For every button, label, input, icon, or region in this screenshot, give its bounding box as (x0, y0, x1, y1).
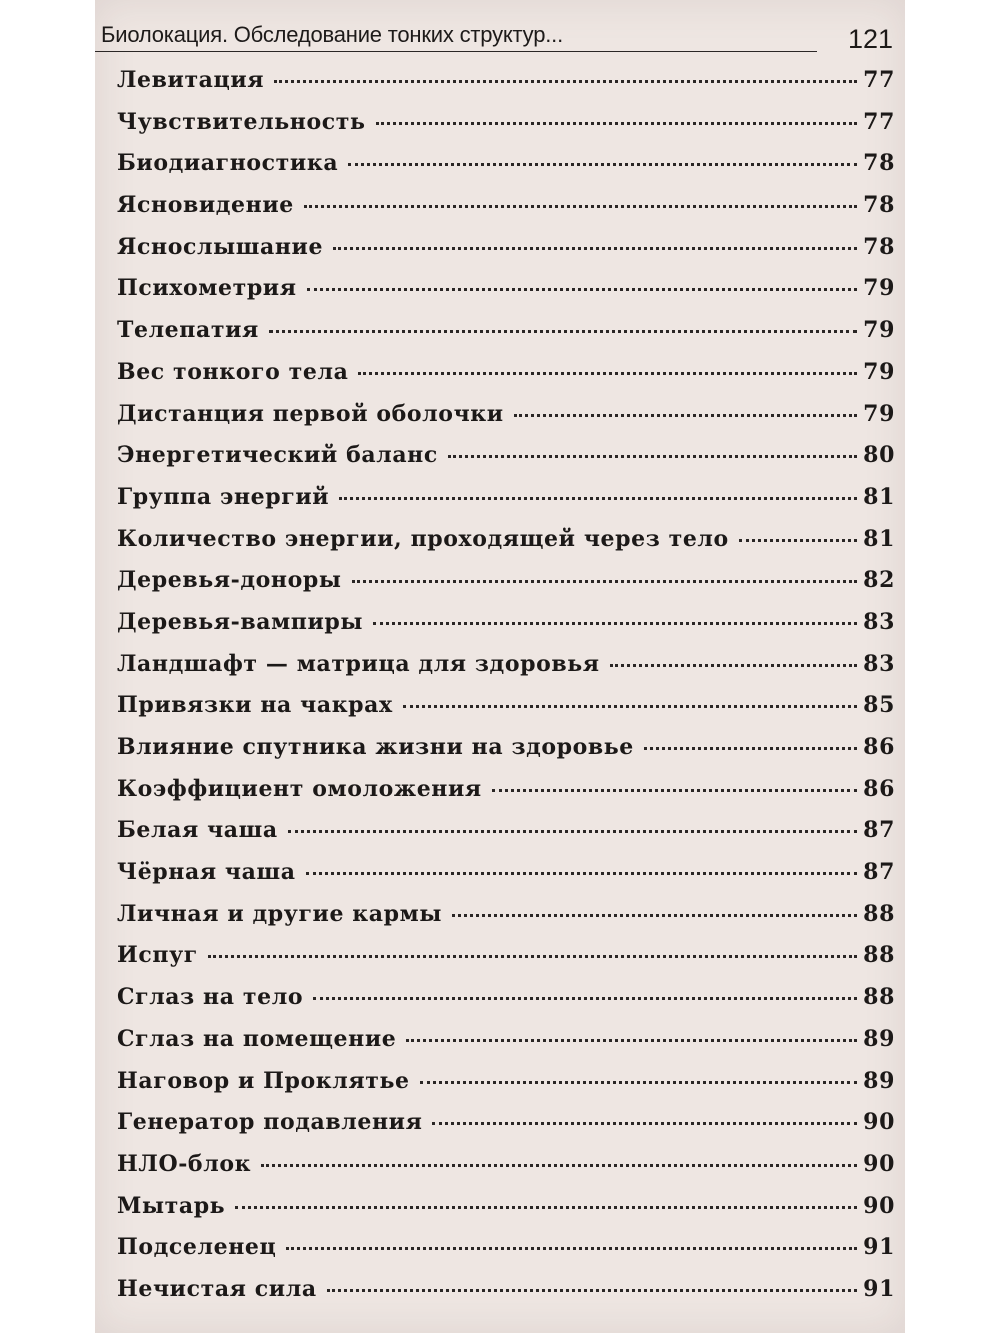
toc-entry (117, 477, 895, 519)
dot-leader (644, 747, 857, 750)
dot-leader (235, 1206, 857, 1209)
toc-entry (117, 268, 895, 310)
toc-entry-title: Наговор и Проклятье (117, 1067, 410, 1094)
toc-entry-title: Испуг (117, 942, 198, 969)
dot-leader (274, 80, 857, 83)
dot-leader (406, 1039, 857, 1042)
dot-leader (376, 122, 858, 125)
toc-entry-page: 87 (863, 859, 895, 886)
dot-leader (739, 539, 857, 542)
dot-leader (307, 288, 858, 291)
toc-entry-page: 87 (863, 817, 895, 844)
toc-entry-title: Чёрная чаша (117, 859, 296, 886)
toc-entry (117, 143, 895, 185)
toc-entry (117, 935, 895, 977)
toc-entry (117, 560, 895, 602)
toc-entry (117, 310, 895, 352)
toc-entry (117, 102, 895, 144)
toc-entry-page: 79 (863, 275, 895, 302)
dot-leader (261, 1164, 857, 1167)
toc-entry (117, 1061, 895, 1103)
toc-entry-title: Психометрия (117, 275, 297, 302)
toc-entry-title: НЛО-блок (117, 1150, 252, 1177)
page-header (95, 12, 905, 60)
dot-leader (420, 1081, 858, 1084)
toc-entry-page: 90 (863, 1150, 895, 1177)
dot-leader (313, 997, 857, 1000)
dot-leader (327, 1289, 857, 1292)
toc-entry-title: Чувствительность (117, 108, 366, 135)
toc-entry-title: Сглаз на помещение (117, 1025, 397, 1052)
toc-entry-title: Личная и другие кармы (117, 900, 442, 927)
dot-leader (269, 330, 857, 333)
toc-entry (117, 394, 895, 436)
toc-entry-page: 88 (863, 942, 895, 969)
dot-leader (304, 205, 857, 208)
header-rule (95, 51, 817, 52)
toc-entry-title: Энергетический баланс (117, 442, 438, 469)
toc-entry-title: Привязки на чакрах (117, 692, 393, 719)
toc-entry-page: 86 (863, 734, 895, 760)
toc-entry-page: 77 (863, 108, 895, 135)
toc-entry-title: Левитация (117, 67, 265, 93)
toc-entry-page: 79 (863, 317, 895, 344)
toc-entry-title: Ландшафт — матрица для здоровья (117, 650, 600, 677)
toc-entry-title: Сглаз на тело (117, 984, 304, 1011)
book-page (95, 0, 905, 1333)
toc-entry (117, 227, 895, 269)
toc-entry (117, 685, 895, 727)
dot-leader (352, 580, 858, 583)
toc-entry (117, 1227, 895, 1269)
toc-entry-title: Нечистая сила (117, 1275, 317, 1302)
running-title: Биолокация. Обследование тонких структур... (101, 22, 563, 47)
toc-entry-title: Деревья-вампиры (117, 608, 364, 635)
toc-entry-page: 90 (863, 1109, 895, 1136)
toc-entry-title: Белая чаша (117, 817, 278, 844)
dot-leader (288, 830, 857, 833)
toc-entry-page: 78 (863, 192, 895, 219)
toc-entry-page: 78 (863, 233, 895, 260)
toc-entry-page: 82 (863, 567, 895, 594)
dot-leader (286, 1247, 857, 1250)
dot-leader (432, 1122, 857, 1125)
toc-entry-page: 88 (863, 900, 895, 927)
toc-entry-page: 91 (863, 1275, 895, 1302)
toc-entry-page: 81 (863, 483, 895, 510)
toc-entry (117, 60, 895, 102)
dot-leader (403, 705, 857, 708)
dot-leader (373, 622, 857, 625)
toc-entry (117, 894, 895, 936)
dot-leader (358, 372, 857, 375)
toc-entry (117, 1144, 895, 1186)
toc-entry (117, 727, 895, 769)
dot-leader (452, 914, 857, 917)
toc-entry (117, 1186, 895, 1228)
toc-entry (117, 352, 895, 394)
toc-entry-title: Группа энергий (117, 483, 330, 510)
toc-entry (117, 1269, 895, 1311)
toc-entry-page: 80 (863, 442, 895, 469)
toc-entry-title: Количество энергии, проходящей через тело (117, 525, 729, 552)
dot-leader (610, 664, 858, 667)
toc-entry (117, 810, 895, 852)
toc-entry-page: 77 (863, 67, 895, 93)
toc-entry-page: 83 (863, 650, 895, 677)
toc-entry-title: Биодиагностика (117, 150, 339, 177)
dot-leader (333, 247, 857, 250)
toc-entry-page: 86 (863, 775, 895, 802)
toc-entry-page: 89 (863, 1067, 895, 1094)
toc-entry (117, 185, 895, 227)
toc-entry-page: 90 (863, 1192, 895, 1219)
toc-entry-page: 81 (863, 525, 895, 552)
toc-entry-page: 78 (863, 150, 895, 177)
toc-entry-title: Коэффициент омоложения (117, 775, 482, 802)
table-of-contents (117, 60, 895, 1311)
dot-leader (514, 414, 857, 417)
toc-entry (117, 977, 895, 1019)
toc-entry-title: Влияние спутника жизни на здоровье (117, 734, 634, 760)
toc-entry-title: Подселенец (117, 1234, 277, 1261)
toc-entry-title: Мытарь (117, 1192, 226, 1219)
toc-entry-page: 83 (863, 608, 895, 635)
dot-leader (492, 789, 857, 792)
toc-entry (117, 769, 895, 811)
toc-entry-title: Телепатия (117, 317, 259, 344)
toc-entry-title: Яснослышание (117, 233, 324, 260)
toc-entry-page: 79 (863, 358, 895, 385)
page-number: 121 (847, 24, 893, 54)
toc-entry (117, 644, 895, 686)
toc-entry (117, 519, 895, 561)
toc-entry-title: Ясновидение (117, 192, 294, 219)
toc-entry (117, 1102, 895, 1144)
toc-entry (117, 1019, 895, 1061)
toc-entry (117, 602, 895, 644)
toc-entry-page: 79 (863, 400, 895, 427)
toc-entry-title: Вес тонкого тела (117, 358, 349, 385)
toc-entry-page: 89 (863, 1025, 895, 1052)
dot-leader (448, 455, 857, 458)
dot-leader (208, 955, 857, 958)
toc-entry-page: 85 (863, 692, 895, 719)
toc-entry-title: Генератор подавления (117, 1109, 423, 1136)
toc-entry (117, 435, 895, 477)
toc-entry (117, 852, 895, 894)
dot-leader (348, 163, 857, 166)
dot-leader (339, 497, 857, 500)
toc-entry-page: 88 (863, 984, 895, 1011)
toc-entry-title: Деревья-доноры (117, 567, 342, 594)
toc-entry-title: Дистанция первой оболочки (117, 400, 504, 427)
dot-leader (306, 872, 858, 875)
toc-entry-page: 91 (863, 1234, 895, 1261)
